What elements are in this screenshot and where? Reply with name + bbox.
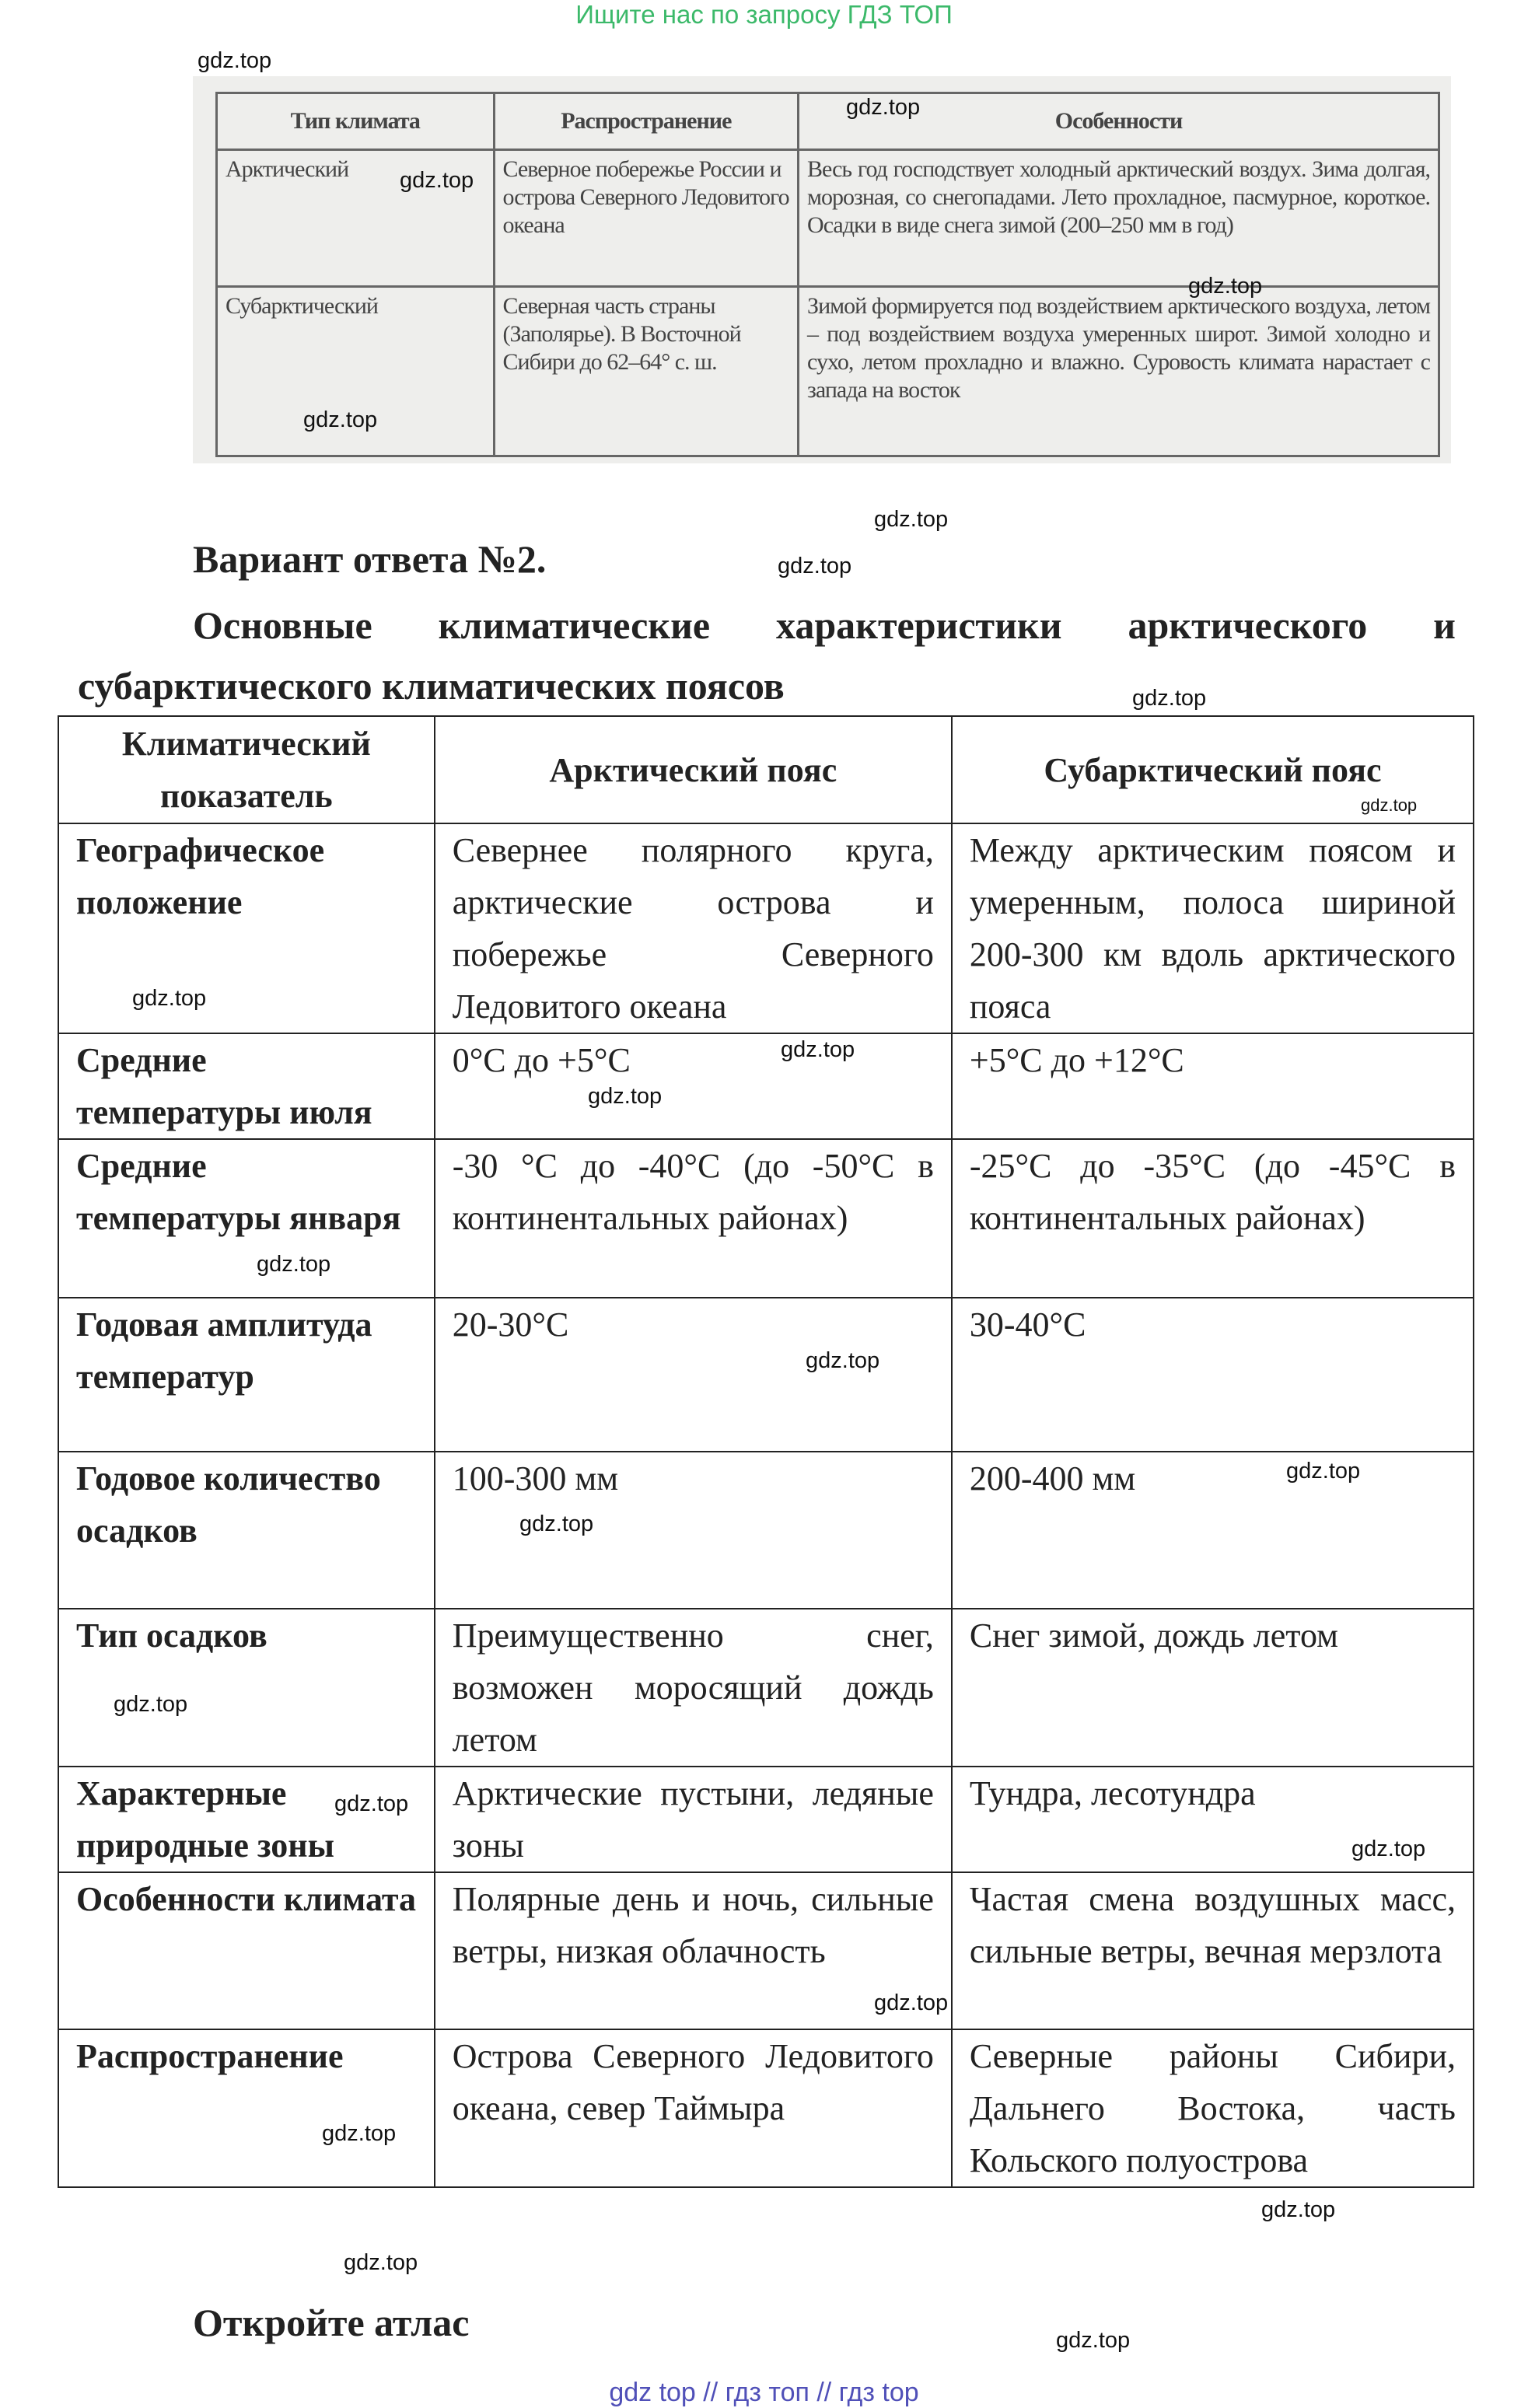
scan-header: Тип климата xyxy=(217,93,495,150)
column-header: Арктический пояс xyxy=(435,716,952,823)
watermark: gdz.top xyxy=(1188,274,1263,299)
watermark: gdz.top xyxy=(1056,2328,1131,2353)
table-cell: Преимущественно снег, возможен моросящий дождь летом xyxy=(435,1609,952,1767)
watermark: gdz.top xyxy=(1132,686,1207,711)
table-row xyxy=(58,823,1474,1033)
table-cell: Между арктическим поясом и умеренным, полоса шириной 200-300 км вдоль арктического пояса xyxy=(952,823,1474,1033)
watermark: gdz.top xyxy=(1361,795,1418,815)
table-row xyxy=(58,1298,1474,1452)
watermark: gdz.top xyxy=(874,507,949,532)
table-cell: Северные районы Сибири, Дальнего Востока, часть Кольского полуострова xyxy=(952,2029,1474,2187)
scan-cell: Арктический xyxy=(217,150,495,287)
row-label: Распространение xyxy=(58,2029,435,2187)
scan-cell: Весь год господствует холодный арктический воздух. Зима долгая, морозная, со снегопадами. Лето прохладное, пасмурное, короткое. Осадки в виде снега зимой (200–250 мм в год) xyxy=(799,150,1439,287)
row-label: Годовое количество осадков xyxy=(58,1452,435,1609)
table-cell: 100-300 мм xyxy=(435,1452,952,1609)
table-header-row xyxy=(58,716,1474,823)
watermark: gdz.top xyxy=(344,2250,418,2275)
watermark: gdz.top xyxy=(132,986,207,1011)
table-cell: Снег зимой, дождь летом xyxy=(952,1609,1474,1767)
row-label: Особенности климата xyxy=(58,1872,435,2029)
watermark: gdz.top xyxy=(1261,2197,1336,2222)
watermark: gdz.top xyxy=(114,1692,188,1717)
table-row xyxy=(58,1033,1474,1139)
scan-header: Особенности xyxy=(799,93,1439,150)
row-label: Тип осадков xyxy=(58,1609,435,1767)
table-cell: Полярные день и ночь, сильные ветры, низкая облачность xyxy=(435,1872,952,2029)
table-cell: Арктические пустыни, ледяные зоны xyxy=(435,1767,952,1872)
watermark: gdz.top xyxy=(874,1990,949,2015)
watermark: gdz.top xyxy=(806,1348,880,1373)
table-cell: 200-400 мм xyxy=(952,1452,1474,1609)
table-row xyxy=(58,1872,1474,2029)
column-header: Субарктический пояс xyxy=(952,716,1474,823)
table-cell: Острова Северного Ледовитого океана, север Таймыра xyxy=(435,2029,952,2187)
table-row xyxy=(58,2029,1474,2187)
footer-links[interactable]: gdz top // гдз топ // гдз top xyxy=(609,2378,919,2407)
next-section-title: Откройте атлас xyxy=(193,2301,470,2344)
table-cell: 0°С до +5°С xyxy=(435,1033,952,1139)
variant-title: Вариант ответа №2. xyxy=(193,537,547,581)
watermark: gdz.top xyxy=(778,554,852,578)
watermark: gdz.top xyxy=(400,168,474,193)
scan-cell: Северное побережье России и острова Северного Ледовитого океана xyxy=(494,150,799,287)
row-label: Годовая амплитуда температур xyxy=(58,1298,435,1452)
watermark: gdz.top xyxy=(303,407,378,432)
row-label: Характерные природные зоны xyxy=(58,1767,435,1872)
scan-header: Распространение xyxy=(494,93,799,150)
watermark: gdz.top xyxy=(198,48,272,73)
table-cell: 20-30°С xyxy=(435,1298,952,1452)
section-title: Основные климатические характеристики арктического и субарктического климатических поясов xyxy=(78,603,1456,708)
watermark: gdz.top xyxy=(1351,1837,1426,1861)
table-cell: Севернее полярного круга, арктические острова и побережье Северного Ледовитого океана xyxy=(435,823,952,1033)
table-cell: +5°С до +12°С xyxy=(952,1033,1474,1139)
watermark: gdz.top xyxy=(257,1252,331,1277)
column-header: Климатический показатель xyxy=(58,716,435,823)
row-label: Средние температуры июля xyxy=(58,1033,435,1139)
watermark: gdz.top xyxy=(334,1791,409,1816)
watermark: gdz.top xyxy=(322,2121,397,2146)
table-cell: Тундра, лесотундра xyxy=(952,1767,1474,1872)
table-row xyxy=(58,1609,1474,1767)
scanned-table-image xyxy=(193,76,1451,463)
row-label: Географическое положение xyxy=(58,823,435,1033)
table-cell: 30-40°С xyxy=(952,1298,1474,1452)
row-label: Средние температуры января xyxy=(58,1139,435,1298)
scan-cell: Зимой формируется под воздействием арктического воздуха, летом – под воздействием воздуха умеренных широт. Зимой холодно и сухо, летом прохладно и влажно. Суровость климата нарастает с запада на восток xyxy=(799,287,1439,456)
watermark: gdz.top xyxy=(1286,1459,1361,1484)
table-row xyxy=(58,1452,1474,1609)
table-cell: -30 °С до -40°С (до -50°С в континентальных районах) xyxy=(435,1139,952,1298)
search-banner[interactable]: Ищите нас по запросу ГДЗ ТОП xyxy=(575,0,953,29)
table-cell: -25°С до -35°С (до -45°С в континентальных районах) xyxy=(952,1139,1474,1298)
watermark: gdz.top xyxy=(846,95,921,120)
scan-cell: Северная часть страны (Заполярье). В Восточной Сибири до 62–64° с. ш. xyxy=(494,287,799,456)
climate-table xyxy=(58,715,1474,2188)
watermark: gdz.top xyxy=(519,1512,594,1536)
watermark: gdz.top xyxy=(588,1084,663,1109)
watermark: gdz.top xyxy=(781,1037,855,1062)
table-cell: Частая смена воздушных масс, сильные ветры, вечная мерзлота xyxy=(952,1872,1474,2029)
table-row xyxy=(58,1767,1474,1872)
scan-cell: Субарктический xyxy=(217,287,495,456)
